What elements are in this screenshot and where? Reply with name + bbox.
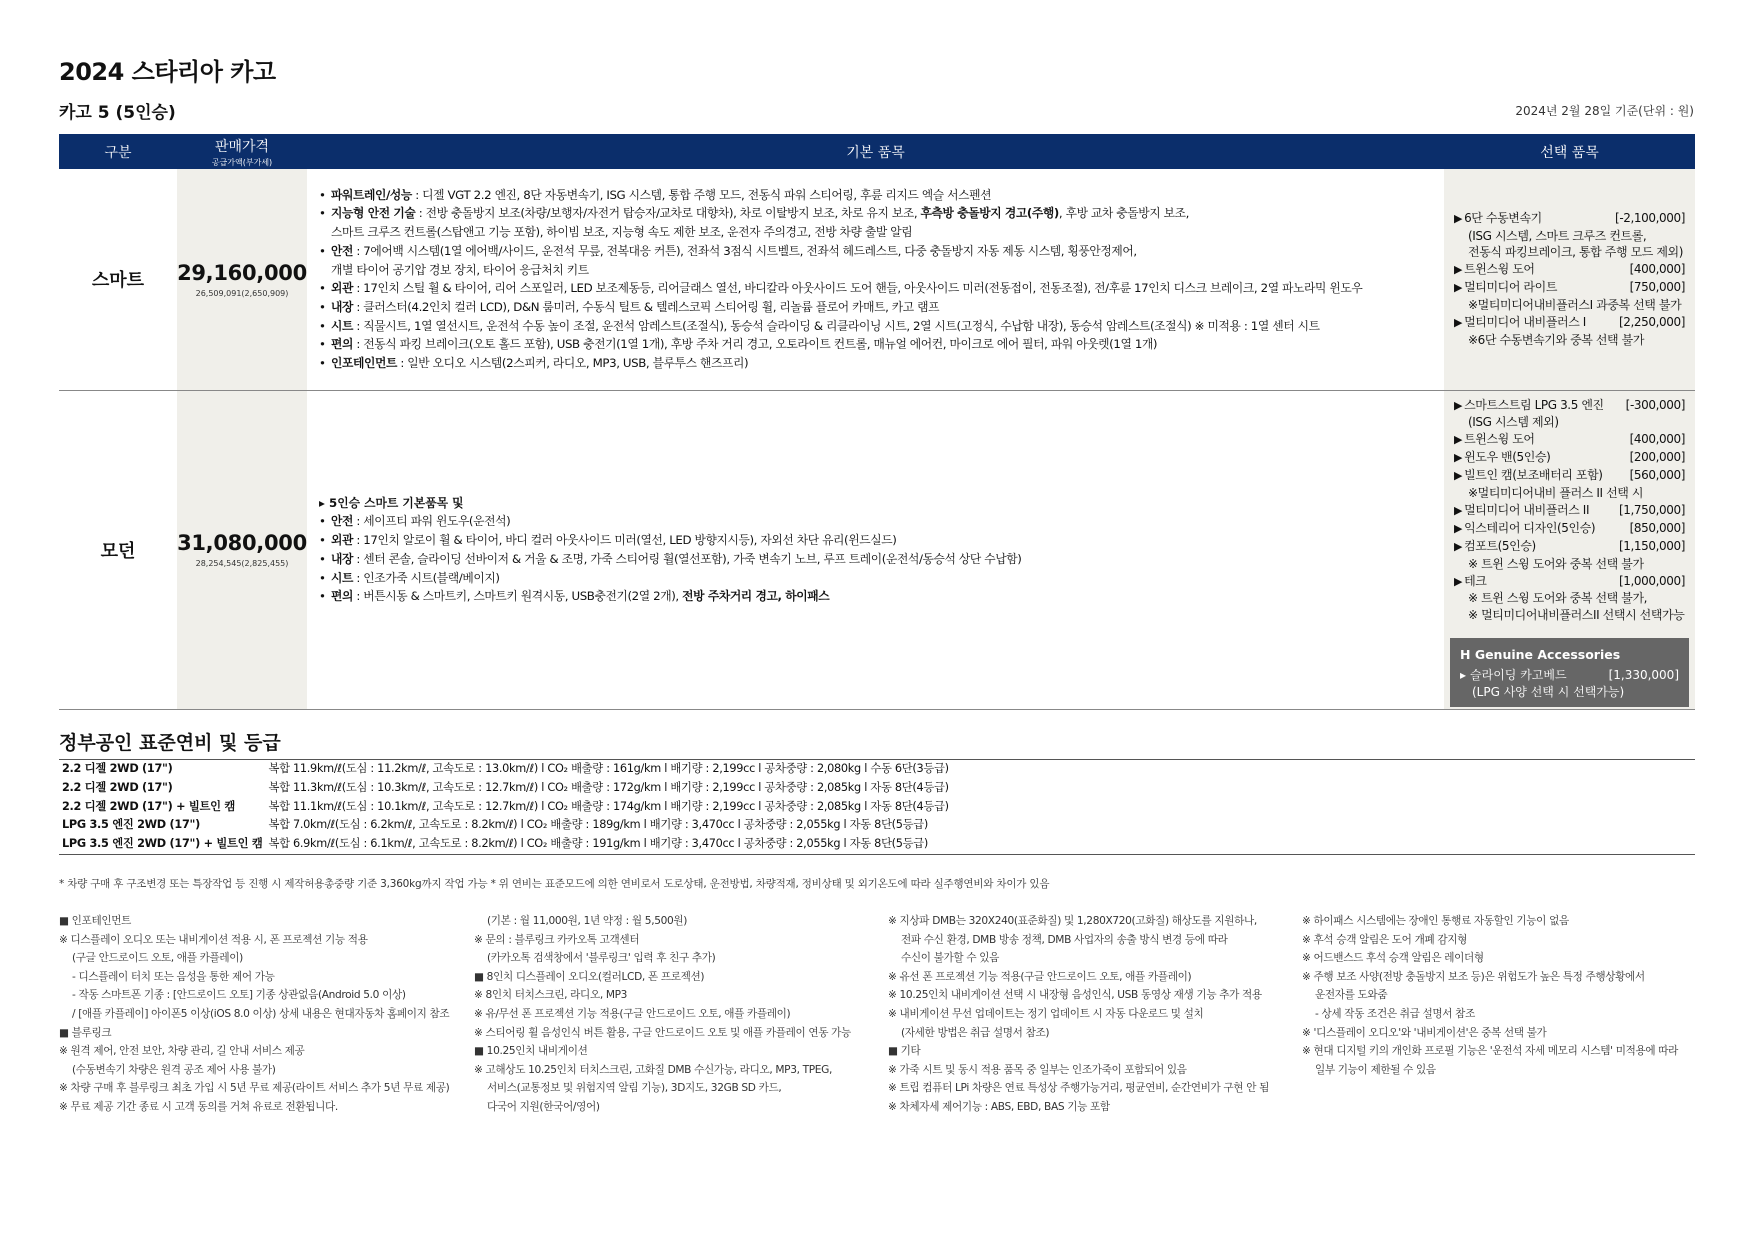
footnote-line: ※ '디스플레이 오디오'와 '내비게이션'은 중복 선택 불가 [1302, 1026, 1547, 1039]
option-name: ▶ 윈도우 밴(5인승) [1454, 449, 1550, 467]
feature-text: : 클러스터(4.2인치 컬러 LCD), D&N 룸미러, 수동식 틸트 & 텔레스코픽 스티어링 휠, 리놀륨 플로어 카매트, 카고 램프 [353, 299, 940, 314]
option-item [1454, 210, 1685, 228]
feature-text-continued: 개별 타이어 공기압 경보 장치, 타이어 응급처치 키트 [331, 262, 589, 277]
trim-price-cell [177, 169, 307, 390]
option-name: ▶ 컴포트(5인승) [1454, 538, 1536, 556]
option-name: ▶ 익스테리어 디자인(5인승) [1454, 520, 1595, 538]
footnote-line: ※ 차량 구매 후 블루링크 최초 가입 시 5년 무료 제공(라이트 서비스 추가 5년 무료 제공) [59, 1082, 450, 1095]
option-item [1454, 261, 1685, 279]
footnote-line: ※ 문의 : 블루링크 카카오톡 고객센터 [474, 933, 640, 946]
option-note: ※ 트윈 스윙 도어와 중복 선택 불가, [1468, 591, 1648, 606]
genuine-item-price: [1,330,000] [1608, 668, 1679, 683]
footnote-line: (자세한 방법은 취급 설명서 참조) [901, 1026, 1050, 1039]
option-price: [400,000] [1629, 262, 1685, 277]
feature-highlight: 전방 주차거리 경고, 하이패스 [682, 589, 830, 604]
footnote-line: (구글 안드로이드 오토, 애플 카플레이) [72, 952, 243, 965]
trim-row-modern [59, 390, 1695, 710]
footnote-line: ※ 고해상도 10.25인치 터치스크린, 고화질 DMB 수신가능, 라디오, MP3, TPEG, [474, 1063, 832, 1076]
option-price: [2,250,000] [1618, 315, 1685, 330]
footnote-line: ※ 유선 폰 프로젝션 기능 적용(구글 안드로이드 오토, 애플 카플레이) [888, 970, 1192, 983]
fuel-spec: 복합 11.3km/ℓ(도심 : 10.3km/ℓ, 고속도로 : 12.7km/ℓ) l CO₂ 배출량 : 172g/km l 배기량 : 2,199cc l 공차중량 : 2,085kg l 자동 8단(4등급) [268, 780, 949, 794]
feature-item [317, 354, 1434, 373]
feature-category: 시트 [331, 570, 353, 585]
feature-category: 편의 [331, 337, 353, 352]
header-price-sub: 공급가액(부가세) [211, 157, 273, 167]
section-subtitle: 카고 5 (5인승) [59, 103, 176, 123]
option-note: ※ 멀티미디어내비플러스II 선택시 선택가능 [1468, 608, 1685, 623]
feature-text: : 디젤 VGT 2.2 엔진, 8단 자동변속기, ISG 시스템, 통합 주행 모드, 전동식 파워 스티어링, 후륜 리지드 엑슬 서스펜션 [411, 187, 992, 202]
option-price: [1,000,000] [1618, 573, 1685, 588]
feature-category: 인포테인먼트 [331, 356, 397, 371]
footnote-line: ■ 기타 [888, 1045, 921, 1058]
option-price: [-300,000] [1625, 397, 1685, 412]
feature-category: 안전 [331, 514, 353, 529]
header-options: 선택 품목 [1444, 134, 1695, 169]
footnote-line: - 작동 스마트폰 기종 : [안드로이드 오토] 기종 상관없음(Android 5.0 이상) [72, 989, 406, 1002]
option-note: ※6단 수동변속기와 중복 선택 불가 [1468, 332, 1645, 347]
footnote-column [888, 912, 1269, 1117]
option-item [1454, 502, 1685, 520]
footnote-line: ■ 블루링크 [59, 1026, 112, 1039]
header-price [177, 134, 307, 169]
footnote-line: ※ 하이패스 시스템에는 장애인 통행료 자동할인 기능이 없음 [1302, 915, 1569, 927]
footnote-line: 전파 수신 환경, DMB 방송 정책, DMB 사업자의 송출 방식 변경 등에 따라 [901, 933, 1228, 946]
feature-category: 안전 [331, 243, 353, 258]
genuine-item-note: (LPG 사양 선택 시 선택가능) [1472, 685, 1625, 700]
feature-text: : 전동식 파킹 브레이크(오토 홀드 포함), USB 충전기(1열 1개), 후방 주차 거리 경고, 오토라이트 컨트롤, 매뉴얼 에어컨, 마이크로 에어 필터, 파워 아웃렛(1열 1개) [353, 337, 1158, 352]
option-name: ▶ 멀티미디어 라이트 [1454, 279, 1557, 297]
option-note: 전동식 파킹브레이크, 통합 주행 모드 제외) [1468, 245, 1684, 260]
option-note: (ISG 시스템 제외) [1468, 415, 1559, 430]
header-basic: 기본 품목 [307, 134, 1444, 169]
footnote-line: (카카오톡 검색창에서 '블루링크' 입력 후 친구 추가) [487, 952, 716, 965]
footnote-line: ※ 현대 디지털 키의 개인화 프로필 기능은 '운전석 자세 메모리 시스템' 미적용에 따라 [1302, 1045, 1679, 1058]
genuine-title: H Genuine Accessories [1460, 647, 1621, 663]
option-price: [850,000] [1629, 520, 1685, 535]
feature-list [317, 186, 1434, 373]
feature-text: : 직물시트, 1열 열선시트, 운전석 수동 높이 조절, 운전석 암레스트(조절식), 동승석 슬라이딩 & 리클라이닝 시트, 2열 시트(고정식, 수납함 내장), 동승석 암레스트(조절식) ※ 미적용 : 1열 센터 시트 [353, 318, 1320, 333]
feature-item [317, 550, 1434, 569]
fuel-spec: 복합 11.1km/ℓ(도심 : 10.1km/ℓ, 고속도로 : 12.7km/ℓ) l CO₂ 배출량 : 174g/km l 배기량 : 2,199cc l 공차중량 : 2,085kg l 자동 8단(4등급) [268, 799, 949, 813]
trim-price: 31,080,000 [177, 531, 307, 556]
option-item [1454, 279, 1685, 297]
features-head: ▸ 5인승 스마트 기본품목 및 [319, 495, 464, 510]
footnote-line: ※ 무료 제공 기간 종료 시 고객 동의를 거쳐 유료로 전환됩니다. [59, 1100, 338, 1113]
footnote-line: ※ 지상파 DMB는 320X240(표준화질) 및 1,280X720(고화질) 해상도를 지원하나, [888, 915, 1257, 927]
footnote-line: ※ 어드밴스드 후석 승객 알림은 레이더형 [1302, 952, 1484, 965]
page-title: 2024 스타리아 카고 [59, 58, 276, 86]
header-trim: 구분 [59, 134, 177, 169]
feature-item [317, 242, 1434, 279]
option-list [1444, 390, 1695, 710]
feature-category: 외관 [331, 533, 353, 548]
footnote-line: ※ 디스플레이 오디오 또는 내비게이션 적용 시, 폰 프로젝션 기능 적용 [59, 933, 368, 946]
genuine-accessories [1450, 638, 1689, 707]
option-item [1454, 431, 1685, 449]
option-name: ▶ 빌트인 캠(보조배터리 포함) [1454, 467, 1603, 485]
header-price-label: 판매가격 [214, 138, 270, 155]
fuel-model: 2.2 디젤 2WD (17") [62, 762, 173, 775]
price-table-header [59, 134, 1695, 169]
option-item [1454, 397, 1685, 415]
feature-category: 지능형 안전 기술 [331, 206, 416, 221]
feature-text: : 버튼시동 & 스마트키, 스마트키 원격시동, USB충전기(2열 2개), [353, 589, 683, 604]
footnote-line: 수신이 불가할 수 있음 [901, 952, 1000, 965]
option-name: ▶ 6단 수동변속기 [1454, 210, 1542, 228]
feature-item [317, 531, 1434, 550]
feature-text: : 7에어백 시스템(1열 에어백/사이드, 운전석 무릎, 전복대응 커튼), 전좌석 3점식 시트벨트, 전좌석 헤드레스트, 다중 충돌방지 자동 제동 시스템, 횡풍안정제어, [353, 243, 1137, 258]
footnote-line: - 디스플레이 터치 또는 음성을 통한 제어 가능 [72, 970, 275, 983]
feature-text-continued: 스마트 크루즈 컨트롤(스탑앤고 기능 포함), 하이빔 보조, 지능형 속도 제한 보조, 운전자 주의경고, 전방 차량 출발 알림 [331, 225, 913, 240]
feature-highlight: 후측방 충돌방지 경고(주행) [920, 206, 1059, 221]
fuel-section-title: 정부공인 표준연비 및 등급 [59, 732, 281, 754]
footnote-line: - 상세 작동 조건은 취급 설명서 참조 [1315, 1007, 1475, 1020]
footnote-line: ※ 후석 승객 알림은 도어 개폐 감지형 [1302, 933, 1467, 946]
option-name: ▶ 멀티미디어 내비플러스 Ⅰ [1454, 314, 1586, 332]
fuel-row [59, 760, 1695, 779]
trim-price: 29,160,000 [177, 260, 307, 285]
option-name: ▶ 멀티미디어 내비플러스 II [1454, 502, 1589, 520]
footnote-line: ■ 8인치 디스플레이 오디오(컬러LCD, 폰 프로젝션) [474, 970, 705, 983]
basic-features [307, 169, 1444, 390]
option-price: [-2,100,000] [1615, 210, 1685, 225]
footnote-line: 다국어 지원(한국어/영어) [487, 1100, 600, 1113]
fuel-row [59, 835, 1695, 854]
fuel-spec: 복합 7.0km/ℓ(도심 : 6.2km/ℓ, 고속도로 : 8.2km/ℓ) l CO₂ 배출량 : 189g/km l 배기량 : 3,470cc l 공차중량 : 2,055kg l 자동 8단(5등급) [268, 818, 929, 832]
option-item [1454, 449, 1685, 467]
feature-text: : 17인치 스틸 휠 & 타이어, 리어 스포일러, LED 보조제동등, 리어글래스 열선, 바디칼라 아웃사이드 도어 핸들, 아웃사이드 미러(전동접이, 전동조절), 전/후륜 17인치 디스크 브레이크, 2열 파노라믹 윈도우 [353, 281, 1363, 296]
feature-text: , 후방 교차 충돌방지 보조, [1058, 206, 1189, 221]
footnote-line: 운전자를 도와줌 [1315, 989, 1388, 1002]
feature-category: 외관 [331, 281, 353, 296]
footnote-line: ■ 10.25인치 내비게이션 [474, 1045, 588, 1058]
fuel-spec: 복합 11.9km/ℓ(도심 : 11.2km/ℓ, 고속도로 : 13.0km/ℓ) l CO₂ 배출량 : 161g/km l 배기량 : 2,199cc l 공차중량 : 2,080kg l 수동 6단(3등급) [268, 762, 949, 775]
feature-category: 파워트레인/성능 [331, 187, 412, 202]
footnote-line: ※ 8인치 터치스크린, 라디오, MP3 [474, 989, 628, 1002]
footnote-line: (수동변속기 차량은 원격 공조 제어 사용 불가) [72, 1063, 276, 1076]
option-list [1444, 169, 1695, 390]
footnote-line: ■ 인포테인먼트 [59, 915, 131, 927]
genuine-item [1460, 667, 1679, 684]
footnote-line: 일부 기능이 제한될 수 있음 [1315, 1063, 1436, 1076]
option-price: [750,000] [1629, 280, 1685, 295]
feature-text: : 일반 오디오 시스템(2스피커, 라디오, MP3, USB, 블루투스 핸즈프리) [396, 356, 749, 371]
option-name: ▶ 트윈스윙 도어 [1454, 261, 1535, 279]
option-item [1454, 467, 1685, 485]
option-note: ※ 트윈 스윙 도어와 중복 선택 불가 [1468, 556, 1644, 571]
footnote-line: / [애플 카플레이] 아이폰5 이상(iOS 8.0 이상) 상세 내용은 현대자동차 홈페이지 참조 [72, 1007, 450, 1020]
feature-item [317, 512, 1434, 531]
option-items [1454, 210, 1685, 349]
fuel-model: LPG 3.5 엔진 2WD (17") [62, 818, 200, 832]
fuel-table [59, 759, 1695, 855]
footnote-column [474, 912, 851, 1117]
fuel-row [59, 779, 1695, 798]
option-item [1454, 520, 1685, 538]
option-note: ※멀티미디어내비플러스I 과중복 선택 불가 [1468, 298, 1682, 313]
feature-list [317, 512, 1434, 606]
option-price: [400,000] [1629, 432, 1685, 447]
trim-name: 스마트 [59, 169, 177, 390]
trim-name: 모던 [59, 390, 177, 710]
option-note: ※멀티미디어내비 플러스 II 선택 시 [1468, 486, 1644, 501]
fuel-spec: 복합 6.9km/ℓ(도심 : 6.1km/ℓ, 고속도로 : 8.2km/ℓ) l CO₂ 배출량 : 191g/km l 배기량 : 3,470cc l 공차중량 : 2,055kg l 자동 8단(5등급) [268, 837, 929, 851]
feature-category: 편의 [331, 589, 353, 604]
footnote-line: ※ 가죽 시트 및 동시 적용 품목 중 일부는 인조가죽이 포함되어 있음 [888, 1063, 1187, 1076]
option-note: (ISG 시스템, 스마트 크루즈 컨트롤, [1468, 228, 1647, 243]
trim-price-cell [177, 390, 307, 710]
option-price: [560,000] [1629, 468, 1685, 483]
feature-category: 내장 [331, 551, 353, 566]
basic-features [307, 390, 1444, 710]
footnote-line: ※ 10.25인치 내비게이션 선택 시 내장형 음성인식, USB 동영상 재생 기능 추가 적용 [888, 989, 1262, 1002]
feature-text: : 센터 콘솔, 슬라이딩 선바이저 & 거울 & 조명, 가죽 스티어링 휠(열선포함), 가죽 변속기 노브, 루프 트레이(운전석/동승석 상단 수납함) [353, 551, 1022, 566]
price-basis-note: 2024년 2월 28일 기준(단위 : 원) [1515, 104, 1694, 118]
trim-row-smart [59, 169, 1695, 390]
footnote-line: ※ 유/무선 폰 프로젝션 기능 적용(구글 안드로이드 오토, 애플 카플레이) [474, 1007, 791, 1020]
price-table [59, 134, 1695, 710]
option-price: [200,000] [1629, 450, 1685, 465]
feature-item [317, 335, 1434, 354]
feature-text: : 인조가죽 시트(블랙/베이지) [353, 570, 500, 585]
footnote-line: ※ 트립 컴퓨터 LPi 차량은 연료 특성상 주행가능거리, 평균연비, 순간연비가 구현 안 됨 [888, 1082, 1269, 1095]
trim-price-sub: 28,254,545(2,825,455) [195, 559, 289, 569]
option-price: [1,150,000] [1618, 538, 1685, 553]
option-price: [1,750,000] [1618, 502, 1685, 517]
footnote-line: ※ 내비게이션 무선 업데이트는 정기 업데이트 시 자동 다운로드 및 설치 [888, 1007, 1204, 1020]
footnote-line: ※ 주행 보조 사양(전방 충돌방지 보조 등)은 위험도가 높은 특정 주행상황에서 [1302, 970, 1645, 983]
footnote-line: 서비스(교통정보 및 위험지역 알림 기능), 3D지도, 32GB SD 카드, [487, 1082, 782, 1095]
footnote-column [59, 912, 449, 1117]
fuel-footnote: * 차량 구매 후 구조변경 또는 특장작업 등 진행 시 제작허용총중량 기준 3,360kg까지 작업 가능 * 위 연비는 표준모드에 의한 연비로서 도로상태, 운전방법, 차량적재, 정비상태 및 외기온도에 따라 실주행연비와 차이가 있음 [59, 878, 1050, 890]
fuel-model: 2.2 디젤 2WD (17") [62, 780, 173, 794]
footnote-line: ※ 스티어링 휠 음성인식 버튼 활용, 구글 안드로이드 오토 및 애플 카플레이 연동 가능 [474, 1026, 851, 1039]
option-name: ▶ 스마트스트림 LPG 3.5 엔진 [1454, 397, 1604, 415]
option-item [1454, 314, 1685, 332]
trim-price-sub: 26,509,091(2,650,909) [195, 288, 289, 298]
footnote-line: ※ 원격 제어, 안전 보안, 차량 관리, 길 안내 서비스 제공 [59, 1045, 305, 1058]
option-items [1454, 397, 1685, 625]
feature-category: 시트 [331, 318, 353, 333]
feature-category: 내장 [331, 299, 353, 314]
option-item [1454, 573, 1685, 591]
feature-item [317, 317, 1434, 336]
feature-text: : 세이프티 파워 윈도우(운전석) [353, 514, 511, 529]
feature-item [317, 186, 1434, 205]
feature-item [317, 569, 1434, 588]
feature-text: : 전방 충돌방지 보조(차량/보행자/자전거 탑승자/교차로 대향차), 차로 이탈방지 보조, 차로 유지 보조, [415, 206, 921, 221]
option-name: ▶ 테크 [1454, 573, 1486, 591]
feature-item [317, 279, 1434, 298]
fuel-model: 2.2 디젤 2WD (17") + 빌트인 캠 [62, 799, 235, 813]
footnote-line: (기본 : 월 11,000원, 1년 약정 : 월 5,500원) [487, 915, 688, 927]
feature-item [317, 204, 1434, 241]
feature-text: : 17인치 알로이 휠 & 타이어, 바디 컬러 아웃사이드 미러(열선, LED 방향지시등), 자외선 차단 유리(윈드실드) [353, 533, 897, 548]
feature-item [317, 587, 1434, 606]
fuel-row [59, 798, 1695, 817]
option-item [1454, 538, 1685, 556]
footnote-line: ※ 차체자세 제어기능 : ABS, EBD, BAS 기능 포함 [888, 1100, 1110, 1113]
footnote-column [1302, 912, 1678, 1079]
fuel-row [59, 816, 1695, 835]
option-name: ▶ 트윈스윙 도어 [1454, 431, 1535, 449]
genuine-item-name: ▸ 슬라이딩 카고베드 [1460, 667, 1567, 684]
feature-item [317, 298, 1434, 317]
fuel-model: LPG 3.5 엔진 2WD (17") + 빌트인 캠 [62, 837, 263, 851]
